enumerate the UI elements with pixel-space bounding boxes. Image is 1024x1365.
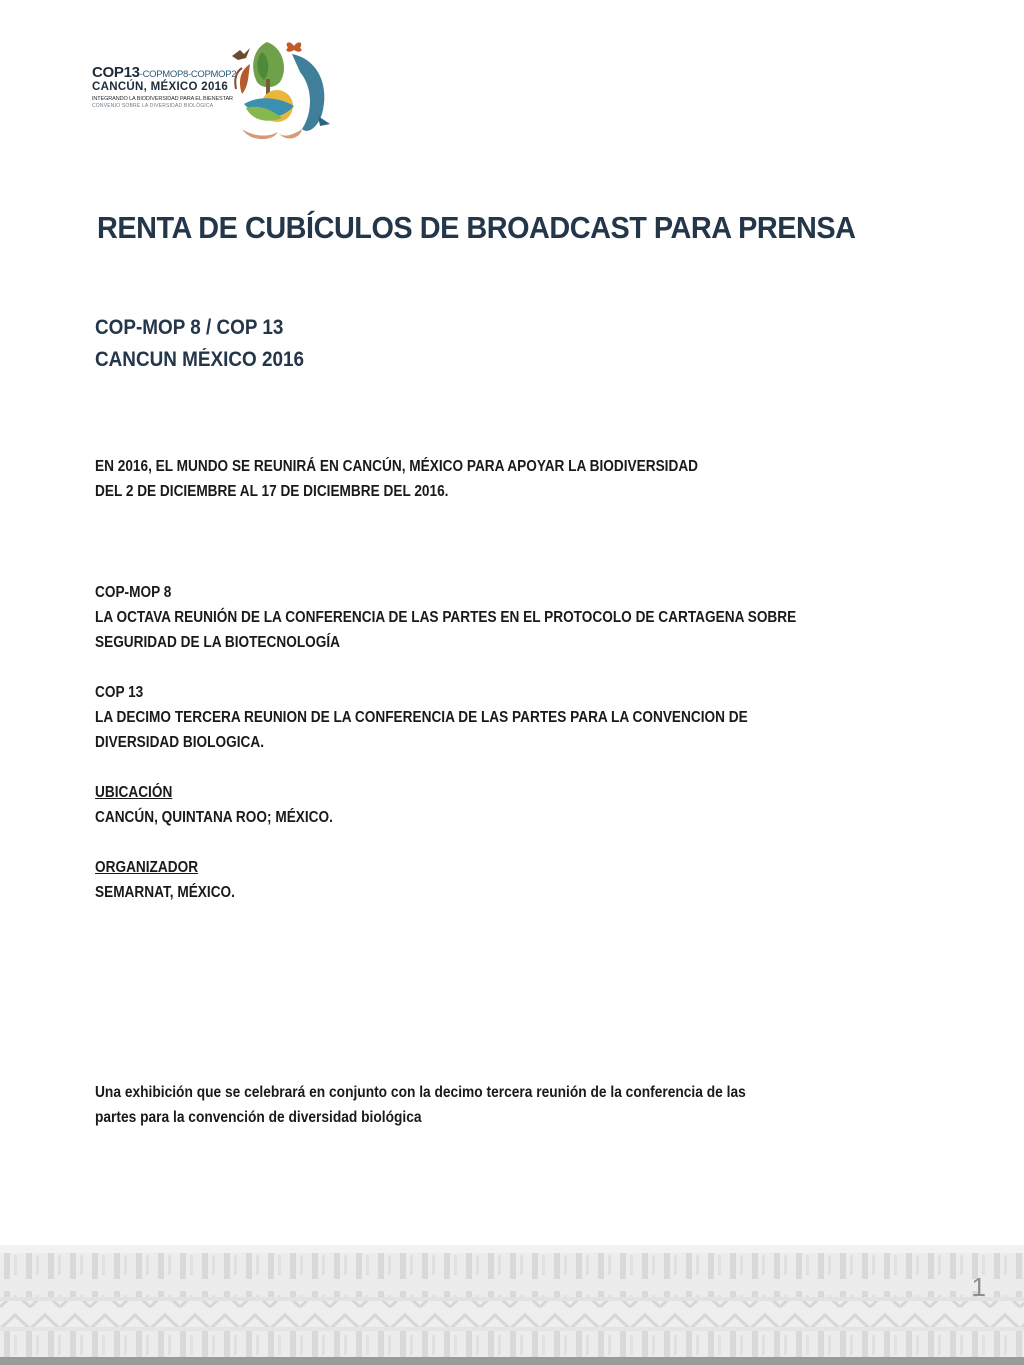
section-heading: COP-MOP 8 [95, 584, 172, 601]
section-organizer [95, 855, 235, 905]
page-title: RENTA DE CUBÍCULOS DE BROADCAST PARA PRENSA [97, 210, 856, 245]
exhibition-note-line-2: partes para la convención de diversidad biológica [95, 1109, 422, 1126]
section-line: SEMARNAT, MÉXICO. [95, 884, 235, 901]
logo-text [92, 64, 237, 109]
page-number: 1 [971, 1272, 986, 1302]
section-line: LA OCTAVA REUNIÓN DE LA CONFERENCIA DE LAS PARTES EN EL PROTOCOLO DE CARTAGENA SOBRE [95, 609, 797, 626]
section-location [95, 780, 333, 830]
section-copmop [95, 580, 796, 655]
section-line: SEGURIDAD DE LA BIOTECNOLOGÍA [95, 634, 341, 651]
logo-location: CANCÚN, MÉXICO 2016 [92, 81, 229, 93]
intro-line-1: EN 2016, EL MUNDO SE REUNIRÁ EN CANCÚN, MÉXICO PARA APOYAR LA BIODIVERSIDAD [95, 458, 699, 475]
exhibition-note-line-1: Una exhibición que se celebrará en conjunto con la decimo tercera reunión de la conferencia de las [95, 1084, 746, 1101]
section-heading: COP 13 [95, 684, 144, 701]
biodiversity-emblem-icon [222, 34, 337, 149]
section-heading: UBICACIÓN [95, 784, 173, 801]
intro-text [95, 454, 698, 504]
exhibition-note [95, 1080, 746, 1130]
logo-cop13: COP13 [92, 64, 140, 81]
intro-line-2: DEL 2 DE DICIEMBRE AL 17 DE DICIEMBRE DEL 2016. [95, 483, 449, 500]
cop13-logo [92, 34, 337, 149]
logo-convention: CONVENIO SOBRE LA DIVERSIDAD BIOLÓGICA [92, 103, 214, 109]
section-line: LA DECIMO TERCERA REUNION DE LA CONFERENCIA DE LAS PARTES PARA LA CONVENCION DE [95, 709, 748, 726]
subtitle-line-1: COP-MOP 8 / COP 13 [95, 316, 284, 339]
subtitle-line-2: CANCUN MÉXICO 2016 [95, 348, 305, 371]
section-heading: ORGANIZADOR [95, 859, 199, 876]
logo-tagline: INTEGRANDO LA BIODIVERSIDAD PARA EL BIENESTAR [92, 96, 233, 102]
section-line: DIVERSIDAD BIOLOGICA. [95, 734, 265, 751]
decorative-pattern-band [0, 1245, 1024, 1365]
section-line: CANCÚN, QUINTANA ROO; MÉXICO. [95, 809, 333, 826]
logo-meetings: -COPMOP8-COPMOP2 [139, 69, 237, 80]
section-cop [95, 680, 748, 755]
